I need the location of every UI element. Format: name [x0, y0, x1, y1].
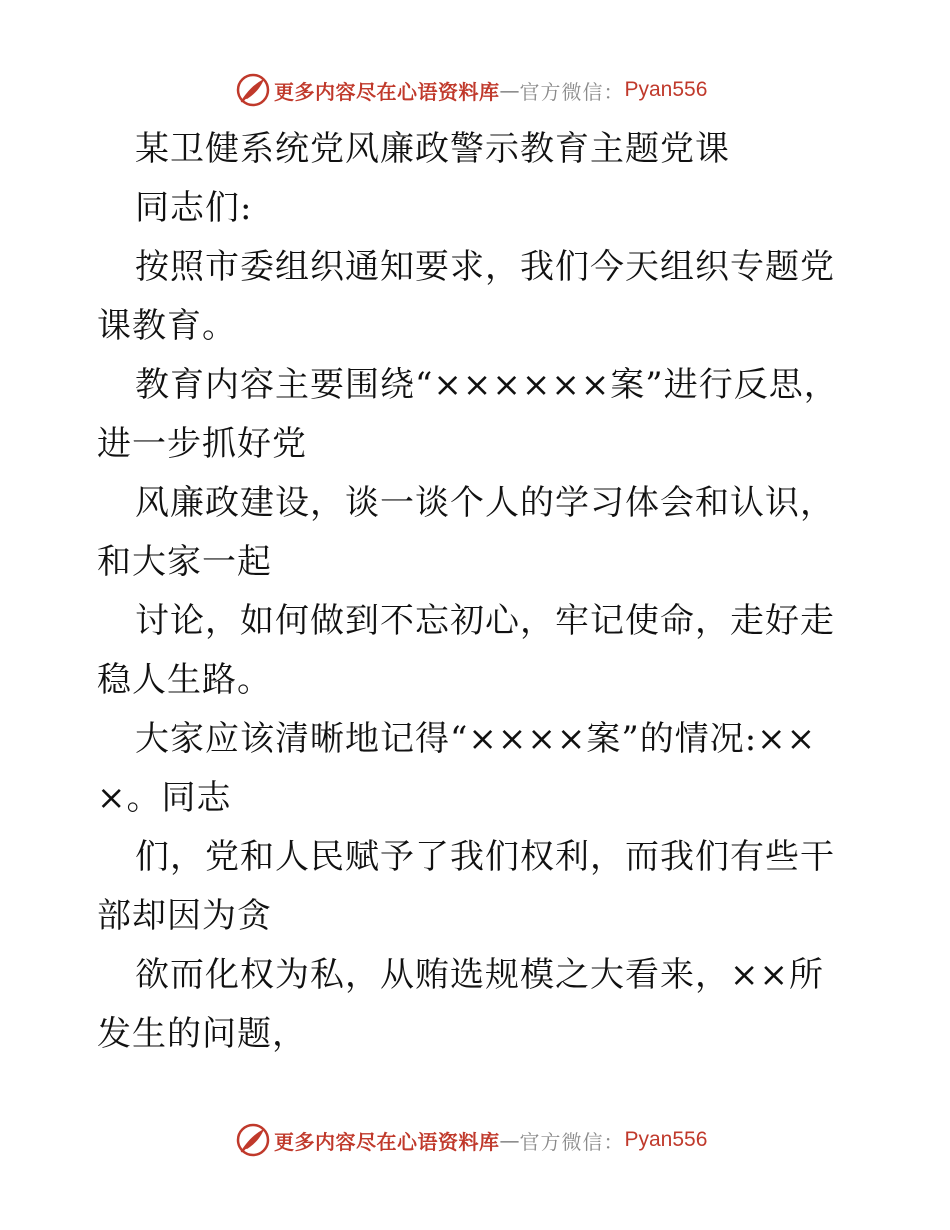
- body-paragraph: 教育内容主要围绕“××××××案”进行反思，进一步抓好党: [97, 365, 839, 464]
- watermark-brand: 更多内容尽在心语资料库: [274, 79, 500, 104]
- body-paragraph: 欲而化权为私，从贿选规模之大看来，××所发生的问题，: [97, 955, 824, 1054]
- body-paragraph: 风廉政建设，谈一谈个人的学习体会和认识，和大家一起: [97, 483, 835, 582]
- footer-watermark: [236, 1122, 707, 1158]
- watermark-separator: —: [499, 1128, 520, 1152]
- body-paragraph: 们，党和人民赋予了我们权利，而我们有些干部却因为贪: [97, 837, 835, 936]
- body-paragraph: 讨论，如何做到不忘初心，牢记使命，走好走稳人生路。: [97, 601, 835, 700]
- quill-pen-icon: [236, 73, 270, 107]
- watermark-channel: 官方微信：: [519, 1129, 625, 1154]
- body-paragraph: 按照市委组织通知要求，我们今天组织专题党课教育。: [97, 247, 835, 346]
- quill-pen-icon: [236, 1123, 270, 1157]
- document-body: [97, 120, 857, 1064]
- salutation: 同志们:: [135, 188, 253, 228]
- watermark-account: Pyan556: [624, 1128, 708, 1151]
- header-watermark: [236, 72, 707, 108]
- document-title: 某卫健系统党风廉政警示教育主题党课: [135, 129, 730, 169]
- watermark-account: Pyan556: [624, 78, 708, 101]
- body-paragraph: 大家应该清晰地记得“××××案”的情况:×××。同志: [97, 719, 817, 818]
- watermark-brand: 更多内容尽在心语资料库: [274, 1129, 500, 1154]
- watermark-channel: 官方微信：: [519, 79, 625, 104]
- watermark-separator: —: [499, 78, 520, 102]
